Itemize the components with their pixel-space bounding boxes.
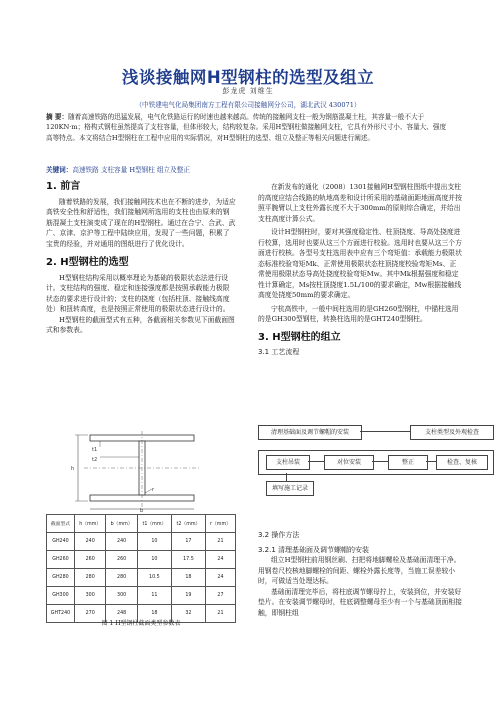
table-row xyxy=(47,551,236,569)
flow-step-hoisting: 支柱吊装 xyxy=(266,455,310,470)
table-cell: 17.5 xyxy=(171,551,205,569)
table-row xyxy=(47,533,236,551)
table-cell: GHT240 xyxy=(47,605,75,623)
section-3-2-1-title: 3.2.1 清理基础面及调节螺帽的安装 xyxy=(258,545,370,554)
figure-caption: 图 1 H型钢柱截面类型参数表 xyxy=(101,620,181,627)
dim-r-label: r xyxy=(152,487,155,493)
table-cell: GH260 xyxy=(47,551,75,569)
flow-step-clean-foundation: 清理基础面及调节螺帽的安装 xyxy=(258,425,362,440)
table-row xyxy=(47,569,236,587)
dim-h-label: h xyxy=(71,466,75,472)
right-paragraph-2: 设计H型钢柱时，要对其强度稳定性、柱顶挠度、导高处挠度进行校算，选用时也要从这三个方面进行校验。选用时也要从这三个方面进行校核。各型号支柱选用表中应有三个弯矩值：承载能力极限状态标准校验弯矩Mk、正常使用极限状态柱顶挠度校验弯矩Ms、正常使用极限状态导高处挠度校验弯矩Mw。其中Mk根据强度和稳定性计算确定，Ms按柱顶挠度1.5L/100的要求确定，Mw根据接触线高度处挠度50mm的要求确定。 xyxy=(258,228,462,299)
flow-step-alignment: 整正 xyxy=(388,455,428,470)
flow-arrow xyxy=(372,461,388,462)
process-flowchart xyxy=(254,421,494,529)
section-1-title: 1. 前言 xyxy=(46,181,81,192)
flow-step-record: 填写施工记录 xyxy=(266,481,314,496)
flow-connector xyxy=(286,473,287,481)
h-beam-section-drawing xyxy=(60,429,232,513)
right-column-top xyxy=(258,182,462,358)
table-cell: 280 xyxy=(74,569,105,587)
paper-affiliation: （中铁建电气化局集团南方工程有限公司接触网分公司，湖北武汉 430071） xyxy=(135,101,361,109)
section-2-paragraph-1: H型钢柱结构采用以概率理论为基础的极限状态法进行设计。支柱结构的强度、稳定和连接强度都是按照承载能力极限状态的要求进行设计的；支柱的挠度（包括柱顶、接触线高度处）和扭转高度，也是按照正常使用的极限状态进行设计的。 xyxy=(46,273,230,313)
section-3-2-1-paragraph-1: 组立H型钢柱前用钢丝刷、扫把将地脚螺栓及基础面清理干净。用钢卷尺校核地脚螺栓的间距、螺栓外露长度等，当施工误差较小时，可做适当处理达标。 xyxy=(258,556,461,585)
paper-authors: 彭龙虎 刘维生 xyxy=(222,87,274,95)
table-cell: GH240 xyxy=(47,533,75,551)
table-cell: 11 xyxy=(137,587,171,605)
table-header-cell: h（mm） xyxy=(74,515,105,533)
table-header-row xyxy=(47,515,236,533)
table-cell: 240 xyxy=(74,533,105,551)
section-3-title: 3. H型钢柱的组立 xyxy=(258,331,341,343)
paper-title: 浅谈接触网H型钢柱的选型及组立 xyxy=(121,68,375,87)
left-column xyxy=(46,182,236,336)
table-cell: 260 xyxy=(106,551,137,569)
dim-b-label: b xyxy=(140,508,144,513)
section-3-1-title: 3.1 工艺流程 xyxy=(258,348,300,356)
abstract xyxy=(46,112,450,143)
table-cell: 21 xyxy=(205,533,235,551)
dim-t2-label: t2 xyxy=(92,457,98,463)
table-cell: 18 xyxy=(171,569,205,587)
abstract-text: 随着高速铁路的迅猛发展，电气化铁路运行的时速也越来越高。传统的接触网支柱一般为钢筋混凝土柱，其容量一般不大于120KN·m；格构式钢柱虽然提高了支柱容量，但体形较大，结构较复杂。采用H型钢柱做接触网支柱，它具有外形尺寸小、容量大、强度高等特点。本文将结合H型钢柱在工程中应用的实际情况，对H型钢柱的选型、组立及整正等相关问题进行阐述。 xyxy=(46,113,447,142)
table-cell: 260 xyxy=(74,551,105,569)
table-cell: 27 xyxy=(205,587,235,605)
table-cell: 300 xyxy=(106,587,137,605)
table-cell: GH280 xyxy=(47,569,75,587)
section-2-title: 2. H型钢柱的选型 xyxy=(46,257,129,268)
h-beam-parameter-table xyxy=(46,514,236,623)
table-cell: 10 xyxy=(137,551,171,569)
flow-arrow xyxy=(360,431,410,432)
table-cell: 270 xyxy=(74,605,105,623)
section-2-paragraph-2: H型钢柱的截面型式有五种，各截面相关参数见下面截面图式和参数表。 xyxy=(46,315,235,334)
table-header-cell: r（mm） xyxy=(205,515,235,533)
table-row xyxy=(47,587,236,605)
table-cell: 32 xyxy=(171,605,205,623)
table-cell: 18 xyxy=(137,605,171,623)
table-cell: 240 xyxy=(106,533,137,551)
table-cell: 19 xyxy=(171,587,205,605)
table-header-cell: b（mm） xyxy=(106,515,137,533)
flow-step-inspect-column: 支柱类型及外观检查 xyxy=(410,425,494,440)
table-cell: 248 xyxy=(106,605,137,623)
dim-t1-label: t1 xyxy=(92,447,98,453)
flow-arrow xyxy=(308,461,324,462)
table-header-cell: t2（mm） xyxy=(171,515,205,533)
flow-arrow xyxy=(426,461,436,462)
flow-step-positioning: 对位安装 xyxy=(324,455,374,470)
table-cell: 24 xyxy=(205,551,235,569)
table-cell: 10 xyxy=(137,533,171,551)
table-cell: 10.5 xyxy=(137,569,171,587)
keywords-text: 高速铁路 支柱容量 H型钢柱 组立及整正 xyxy=(72,166,190,174)
table-cell: GH300 xyxy=(47,587,75,605)
table-cell: 300 xyxy=(74,587,105,605)
right-column-bottom xyxy=(258,530,462,618)
table-cell: 21 xyxy=(205,605,235,623)
section-3-2-title: 3.2 操作方法 xyxy=(258,531,300,539)
table-cell: 24 xyxy=(205,569,235,587)
table-cell: 280 xyxy=(106,569,137,587)
abstract-label: 摘 要： xyxy=(46,113,69,121)
keywords xyxy=(46,164,450,174)
keywords-label: 关键词： xyxy=(46,166,73,174)
right-paragraph-1: 在新发布的通化（2008）1301接触网H型钢柱图纸中提出支柱的高度应结合线路的轨地高差和设计所采用的基础面距地面高度并按照平腕臂以上支柱外露长度不大于300mm的原则综合确定，并给出支柱高度计算公式。 xyxy=(258,183,462,223)
table-header-cell: 截面型式 xyxy=(47,515,75,533)
section-1-paragraph: 随着铁路的发展，我们接触网技术也在不断的进步，为适应高铁安全性和舒适性，我们接触网所选用的支柱也由原来的钢筋混凝土支柱演变成了现在的H型钢柱。通过在合宁、合武、武广、京津、京沪等工程中陆续应用，发现了一些问题，积累了宝贵的经验，并对通用的图纸进行了优化设计。 xyxy=(46,197,236,248)
right-paragraph-3: 宁杭高铁中，一般中间柱选用的是GH260型钢柱，中锚柱选用的是GH300型钢柱，转换柱选用的是GHT240型钢柱。 xyxy=(258,304,459,323)
h-beam-section-figure xyxy=(60,429,232,513)
flow-step-recheck: 检查、复核 xyxy=(436,455,488,470)
table-cell: 17 xyxy=(171,533,205,551)
table-header-cell: t1（mm） xyxy=(137,515,171,533)
section-3-2-1-paragraph-2: 基础面清理完毕后，将柱底调节螺母拧上，安装到位，并安装好垫片。在安装调节螺母时，柱底调整螺母至少有一个与基础顶面相接触，即钢柱组 xyxy=(258,587,462,617)
